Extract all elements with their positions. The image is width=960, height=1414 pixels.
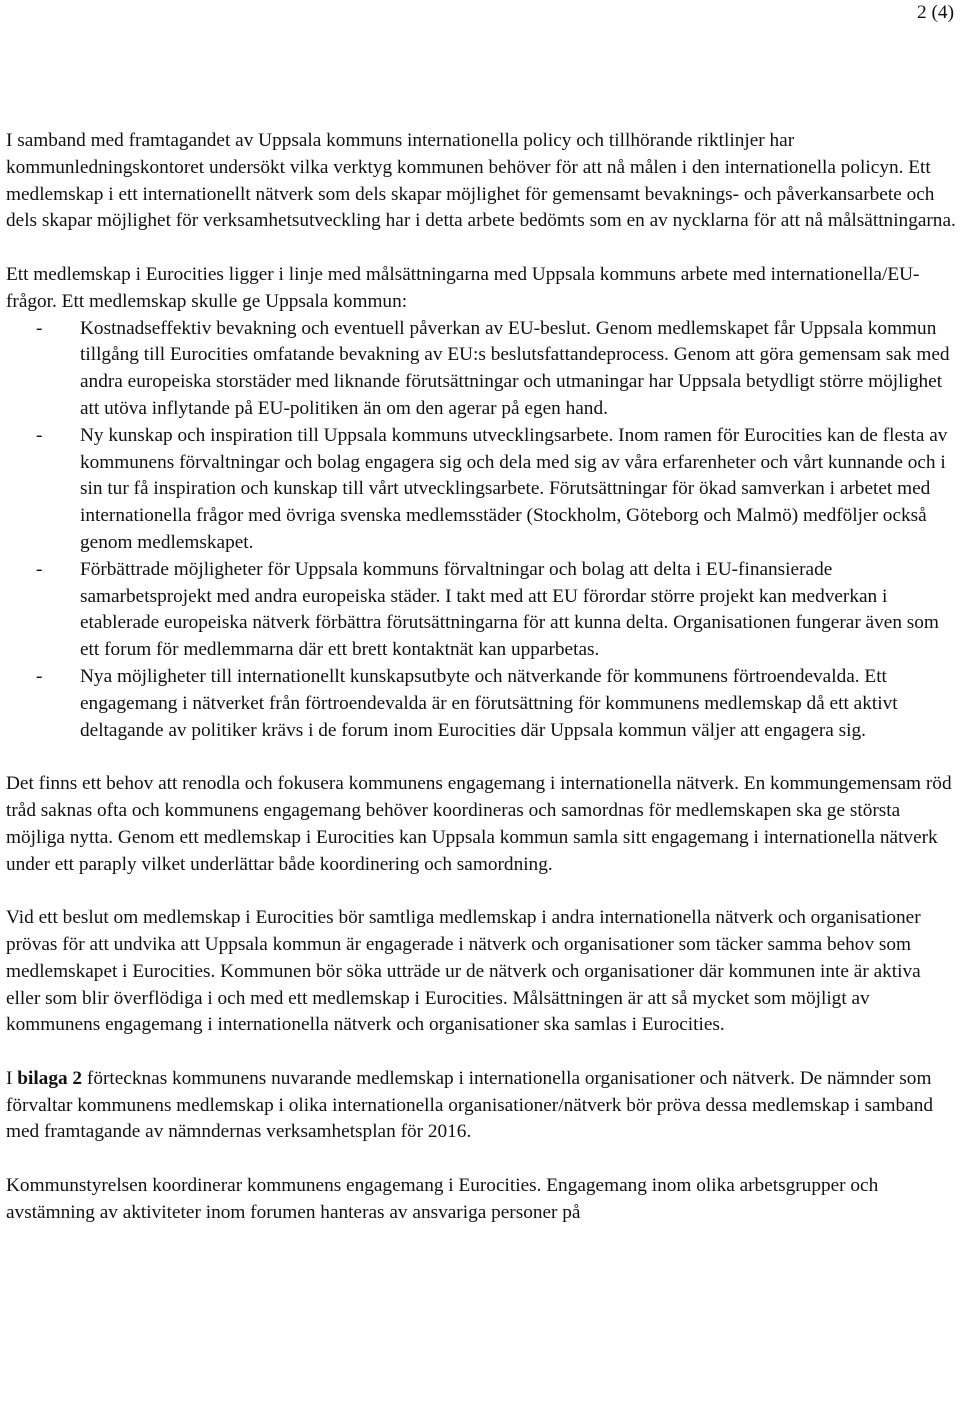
list-item-text: Ny kunskap och inspiration till Uppsala kommuns utvecklingsarbete. Inom ramen för Eurocities kan de flesta av kommunens förvaltningar och bolag engagera sig och dela med sig av våra erfarenheter och vårt kunnande och i sin tur få inspiration och kunskap till vårt utvecklingsarbete. Förutsättningar för ökad samverkan i arbetet med internationella frågor med övriga svenska medlemsstäder (Stockholm, Göteborg och Malmö) medföljer också genom medlemskapet.: [80, 424, 948, 553]
list-item: [6, 423, 956, 557]
paragraph-review-memberships: Vid ett beslut om medlemskap i Eurocities bör samtliga medlemskap i andra internationella nätverk och organisationer prövas för att undvika att Uppsala kommun är engagerade i nätverk och organisationer som täcker samma behov som medlemskapet i Eurocities. Kommunen bör söka utträde ur de nätverk och organisationer där kommunen inte är aktiva eller som blir överflödiga i och med ett medlemskap i Eurocities. Målsättningen är att så mycket som möjligt av kommunens engagemang i internationella nätverk och organisationer ska samlas i Eurocities.: [6, 907, 921, 1036]
paragraph-attachment-rest: förtecknas kommunens nuvarande medlemskap i internationella organisationer och nätverk. De nämnder som förvaltar kommunens medlemskap i olika internationella organisationer/nätverk bör pröva dessa medlemskap i samband med framtagande av nämndernas verksamhetsplan för 2016.: [6, 1067, 934, 1143]
list-dash: -: [36, 317, 43, 339]
paragraph-attachment-start: I: [6, 1067, 18, 1089]
list-item-text: Förbättrade möjligheter för Uppsala kommuns förvaltningar och bolag att delta i EU-finansierade samarbetsprojekt med andra europeiska städer. I takt med att EU förordar större projekt kan medverkan i etablerade europeiska nätverk förbättra förutsättningarna för att kunna delta. Organisationen fungerar även som ett forum för medlemmarna där ett brett kontaktnät kan upparbetas.: [80, 558, 939, 661]
list-item: [6, 664, 956, 744]
list-dash: -: [36, 558, 43, 580]
page-number: 2 (4): [917, 2, 954, 23]
list-item-text: Kostnadseffektiv bevakning och eventuell påverkan av EU-beslut. Genom medlemskapet får Uppsala kommun tillgång till Eurocities omfatande bevakning av EU:s beslutsfattandeprocess. Genom att göra gemensam sak med andra europeiska storstäder med liknande förutsättningar och utmaningar har Uppsala betydligt större möjlighet att utöva inflytande på EU-politiken än om den agerar på egen hand.: [80, 317, 950, 419]
list-item: [6, 557, 956, 664]
paragraph-attachment: [6, 1066, 956, 1146]
document-body: [6, 128, 956, 1253]
attachment-reference: bilaga 2: [17, 1067, 83, 1089]
paragraph-board: Kommunstyrelsen koordinerar kommunens engagemang i Eurocities. Engagemang inom olika arbetsgrupper och avstämning av aktiviteter inom forumen hanteras av ansvariga personer på: [6, 1175, 879, 1223]
list-dash: -: [36, 424, 43, 446]
paragraph-intro: I samband med framtagandet av Uppsala kommuns internationella policy och tillhörande riktlinjer har kommunledningskontoret undersökt vilka verktyg kommunen behöver för att nå målen i den internationella policyn. Ett medlemskap i ett internationellt nätverk som dels skapar möjlighet för gemensamt bevaknings- och påverkansarbete och dels skapar möjlighet för verksamhetsutveckling har i detta arbete bedömts som en av nycklarna för att nå målsättningarna.: [6, 130, 956, 232]
paragraph-eurocities-membership: Ett medlemskap i Eurocities ligger i linje med målsättningarna med Uppsala kommuns arbete med internationella/EU-frågor. Ett medlemskap skulle ge Uppsala kommun:: [6, 263, 920, 312]
list-item-text: Nya möjligheter till internationellt kunskapsutbyte och nätverkande för kommunens förtroendevalda. Ett engagemang i nätverket från förtroendevalda är en förutsättning för kommunens medlemskap då ett aktivt deltagande av politiker krävs i de forum inom Eurocities där Uppsala kommun väljer att engagera sig.: [80, 665, 898, 741]
benefits-list: [6, 316, 956, 745]
paragraph-coordination: Det finns ett behov att renodla och fokusera kommunens engagemang i internationella nätverk. En kommungemensam röd tråd saknas ofta och kommunens engagemang behöver koordineras och samordnas för medlemskapen ska ge största möjliga nytta. Genom ett medlemskap i Eurocities kan Uppsala kommun samla sitt engagemang i internationella nätverk under ett paraply vilket underlättar både koordinering och samordning.: [6, 773, 952, 875]
list-item: [6, 316, 956, 423]
list-dash: -: [36, 665, 43, 687]
